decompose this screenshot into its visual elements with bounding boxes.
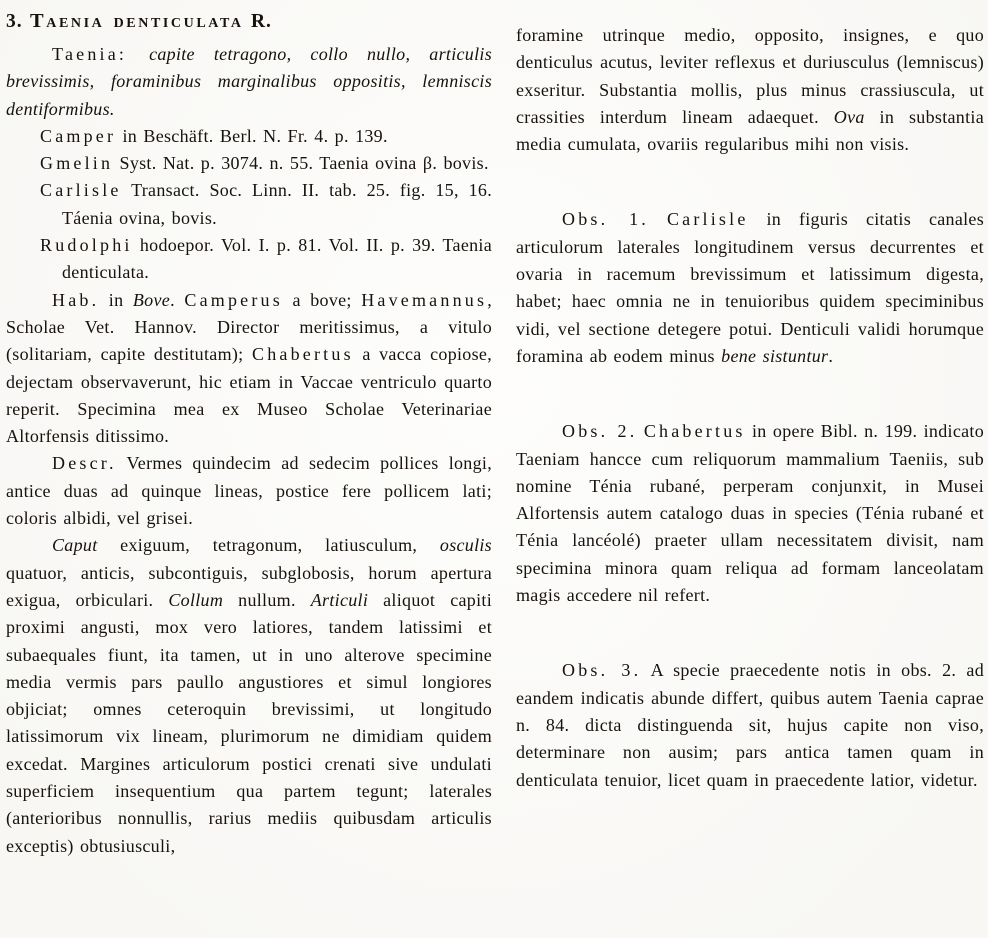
text-run-spaced: Camper: [40, 125, 117, 146]
text-run-italic: capite tetragono, collo nullo, articulis brevissimis, foraminibus marginalibus oppositis, lemniscis dentiformibus.: [6, 44, 492, 119]
reference-citation: [40, 232, 492, 287]
reference-citation: [40, 123, 492, 150]
text-run-normal: 3.: [6, 11, 30, 32]
text-run-spaced: Chabertus: [643, 421, 746, 442]
body-paragraph: [6, 450, 492, 532]
text-run-normal: hodoepor. Vol. I. p. 81. Vol. II. p. 39. Taenia denticulata.: [62, 235, 492, 283]
body-paragraph: [516, 22, 984, 158]
text-run-italic: Bove: [132, 289, 171, 310]
text-run-normal: R.: [243, 11, 272, 32]
body-paragraph: [6, 41, 492, 123]
text-run-normal: a bove;: [282, 289, 362, 310]
right-text-column: [516, 0, 984, 794]
text-run-normal: in substantia media cumulata, ovariis regularibus mihi non visis.: [516, 106, 984, 155]
text-run-italic: Articuli: [310, 589, 369, 610]
text-run-normal: in: [99, 289, 133, 310]
text-run-spaced: Obs. 2.: [562, 421, 638, 442]
text-run-normal: in Beschäft. Berl. N. Fr. 4. p. 139.: [116, 125, 388, 146]
text-run-normal: .: [828, 345, 834, 366]
reference-citation: [40, 177, 492, 232]
text-run-normal: a vacca copiose, dejectam observaverunt, hic etiam in Vaccae ventriculo quarto reperit. Specimina mea ex Museo Scholae Veterinariae Altorfensis ditissimo.: [6, 344, 492, 447]
text-run-spaced: Taenia:: [52, 44, 150, 64]
text-run-spaced: Camperus: [184, 289, 283, 310]
text-run-spaced: Descr.: [52, 453, 117, 474]
text-run-normal: quatuor, anticis, subcontiguis, subglobosis, horum apertura exigua, orbiculari.: [6, 562, 492, 610]
text-run-spaced: Gmelin: [40, 153, 114, 174]
text-run-spaced: Carlisle: [666, 209, 749, 230]
text-run-spaced: Obs. 3.: [562, 660, 642, 681]
text-run-italic: Ova: [833, 106, 865, 127]
body-paragraph: [6, 287, 492, 451]
text-run-normal: A specie praecedente notis in obs. 2. ad eandem indicatis abunde differt, quibus autem Taenia caprae n. 84. dicta distinguenda sit, hujus capite non viso, determinare non ausim; pars antica tamen quam in denticulata tenuior, licet quam in praecedente latior, videtur.: [516, 660, 985, 790]
text-run-smallcaps: Taenia denticulata: [30, 10, 244, 32]
text-run-normal: nullum.: [223, 589, 311, 610]
text-run-italic: bene sistuntur: [721, 345, 829, 366]
text-run-italic: osculis: [439, 535, 492, 556]
text-run-normal: , Scholae Vet. Hannov. Director meritissimus, a vitulo (solitariam, capite destitutam);: [6, 289, 492, 365]
body-paragraph: [6, 532, 492, 860]
reference-citation: [40, 150, 492, 177]
body-paragraph: [516, 418, 984, 609]
body-paragraph: [516, 657, 984, 793]
text-run-normal: exiguum, tetragonum, latiusculum,: [97, 535, 440, 556]
text-run-spaced: Havemannus: [361, 289, 488, 310]
text-run-italic: Caput: [52, 535, 98, 556]
left-text-column: [6, 0, 492, 860]
body-paragraph: [516, 206, 984, 370]
text-run-spaced: Hab.: [52, 289, 100, 310]
text-run-italic: Collum: [168, 589, 224, 610]
text-run-normal: in figuris citatis canales articulorum laterales longitudinem versus decurrentes et ovaria in racemum brevissimum et latissimum digesta, habet; haec omnia ne in tenuioribus quidem speciminibus vidi, vel sectione detegere potui. Denticuli validi horumque foramina ab eodem minus: [516, 209, 985, 366]
text-run-spaced: Carlisle: [40, 180, 122, 201]
text-run-normal: Transact. Soc. Linn. II. tab. 25. fig. 15, 16. Táenia ovina, bovis.: [62, 180, 492, 228]
text-run-spaced: Obs. 1.: [562, 209, 650, 230]
text-run-normal: .: [170, 289, 185, 310]
text-run-spaced: Rudolphi: [40, 235, 133, 256]
text-run-normal: aliquot capiti proximi angusti, mox vero latiores, tandem latissimi et subaequales fiunt, ita tamen, ut in uno alterove specimine media vermis pars paullo angustiores et simul longiores objiciat; omnes ceteroquin brevissimi, ut longitudo latissimorum vix lineam, plurimorum ne dimidiam quidem excedat. Margines articulorum postici crenati sive undulati superficiem insequentium qua partem tegunt; laterales (anterioribus nonnullis, rarius mediis quibusdam articulis exceptis) obtusiusculi,: [6, 589, 493, 856]
text-run-normal: Syst. Nat. p. 3074. n. 55. Taenia ovina β. bovis.: [113, 153, 489, 174]
text-run-normal: foramine utrinque medio, opposito, insignes, e quo denticulus acutus, leviter reflexus et duriusculus (lemniscus) exseritur. Substantia mollis, plus minus crassiuscula, ut crassities interdum lineam adaequet.: [516, 25, 984, 127]
species-heading: [6, 6, 492, 37]
text-run-spaced: Chabertus: [252, 344, 354, 365]
text-run-normal: in opere Bibl. n. 199. indicato Taeniam hancce cum reliquorum mammalium Taeniis, sub nomine Ténia rubané, perperam conjunxit, in Musei Alfortensis autem catalogo duas in species (Ténia rubané et Ténia lancéolé) praeter ullam necessitatem divisit, nam specimina minora quam reliqua ad formam lanceolatam magis accedere nil refert.: [516, 421, 985, 606]
text-run-normal: [649, 209, 667, 229]
text-run-normal: Vermes quindecim ad sedecim pollices longi, antice duas ad quinque lineas, postice fere pollicem lati; coloris albidi, vel grisei.: [6, 453, 492, 529]
